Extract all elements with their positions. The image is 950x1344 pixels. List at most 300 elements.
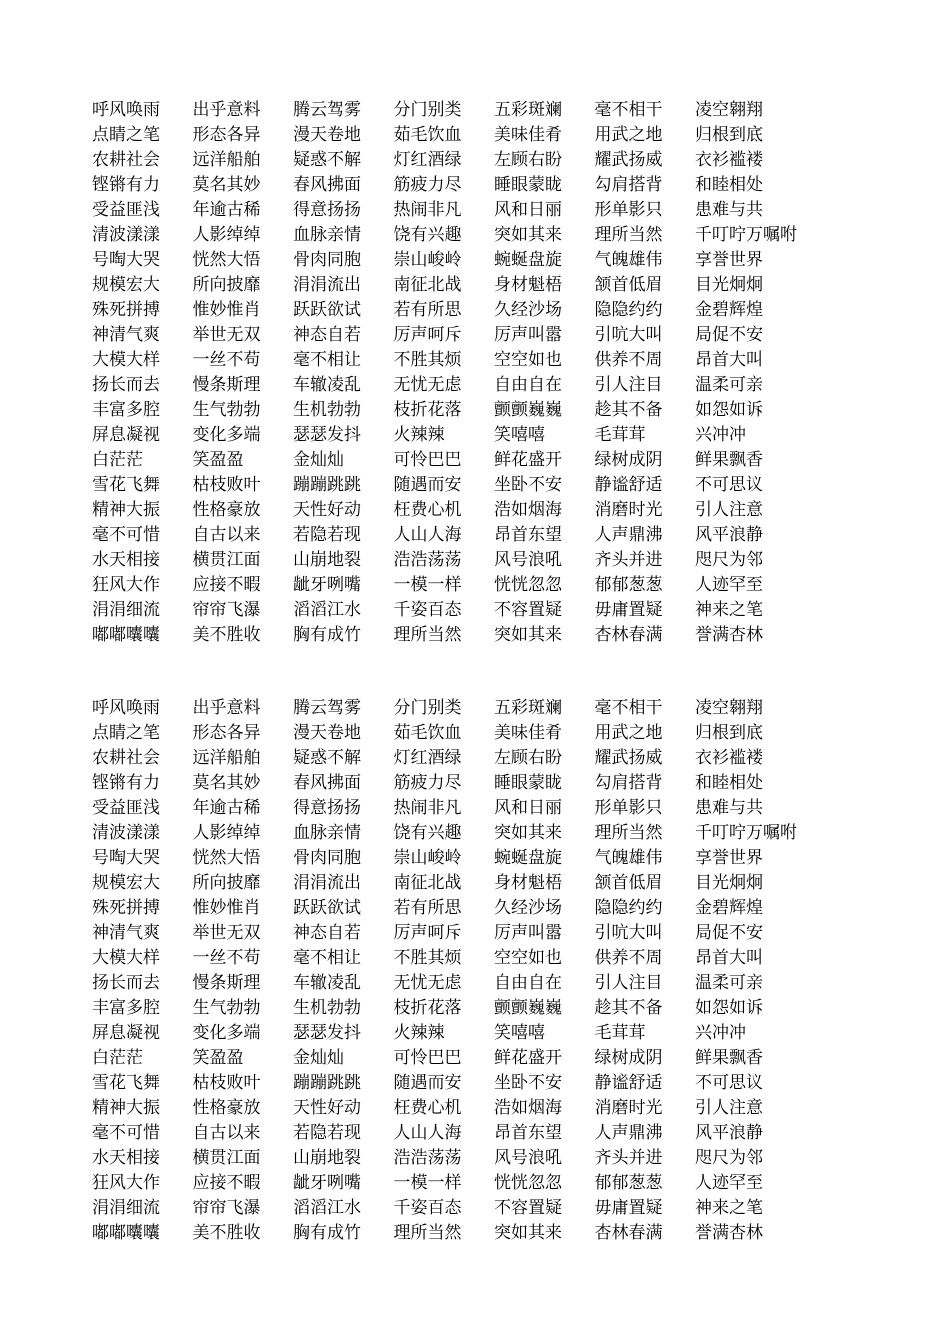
idiom-cell: 规模宏大 bbox=[92, 873, 160, 893]
idiom-cell: 人影绰绰 bbox=[192, 225, 261, 245]
idiom-cell: 自古以来 bbox=[192, 525, 261, 545]
idiom-row bbox=[92, 946, 872, 971]
idiom-cell: 丰富多腔 bbox=[92, 400, 160, 420]
idiom-cell: 恍恍忽忽 bbox=[494, 575, 562, 595]
idiom-table-2 bbox=[92, 696, 872, 1246]
idiom-cell: 人迹罕至 bbox=[695, 1173, 763, 1193]
idiom-cell: 帘帘飞瀑 bbox=[192, 1198, 261, 1218]
idiom-cell: 隐隐约约 bbox=[594, 898, 663, 918]
idiom-cell: 毫不相干 bbox=[594, 100, 663, 120]
idiom-cell: 颔首低眉 bbox=[594, 873, 663, 893]
idiom-cell: 鲜果飘香 bbox=[695, 1048, 763, 1068]
idiom-cell: 一丝不苟 bbox=[192, 948, 261, 968]
idiom-cell: 浩浩荡荡 bbox=[393, 1148, 462, 1168]
idiom-cell: 理所当然 bbox=[393, 1223, 462, 1243]
idiom-row bbox=[92, 1046, 872, 1071]
idiom-cell: 骨肉同胞 bbox=[293, 848, 361, 868]
idiom-cell: 风号浪吼 bbox=[494, 1148, 562, 1168]
idiom-cell: 颤颤巍巍 bbox=[494, 400, 562, 420]
idiom-cell: 毫不可惜 bbox=[92, 1123, 160, 1143]
idiom-row bbox=[92, 223, 872, 248]
idiom-cell: 远洋船舶 bbox=[192, 748, 261, 768]
idiom-cell: 漫天卷地 bbox=[293, 125, 361, 145]
idiom-cell: 春风拂面 bbox=[293, 773, 361, 793]
idiom-cell: 出乎意料 bbox=[192, 100, 261, 120]
idiom-cell: 享誉世界 bbox=[695, 250, 763, 270]
idiom-cell: 神清气爽 bbox=[92, 325, 160, 345]
idiom-cell: 枉费心机 bbox=[393, 500, 462, 520]
idiom-cell: 莫名其妙 bbox=[192, 773, 261, 793]
idiom-cell: 引吭大叫 bbox=[594, 923, 663, 943]
idiom-cell: 隐隐约约 bbox=[594, 300, 663, 320]
idiom-cell: 千姿百态 bbox=[393, 600, 462, 620]
idiom-cell: 趁其不备 bbox=[594, 998, 663, 1018]
idiom-cell: 若隐若现 bbox=[293, 1123, 361, 1143]
idiom-cell: 引人注意 bbox=[695, 500, 763, 520]
idiom-cell: 一模一样 bbox=[393, 575, 462, 595]
idiom-cell: 枯枝败叶 bbox=[192, 1073, 261, 1093]
idiom-cell: 南征北战 bbox=[393, 873, 462, 893]
idiom-cell: 人声鼎沸 bbox=[594, 525, 663, 545]
idiom-cell: 人迹罕至 bbox=[695, 575, 763, 595]
idiom-cell: 不胜其烦 bbox=[393, 350, 462, 370]
idiom-cell: 南征北战 bbox=[393, 275, 462, 295]
idiom-cell: 呼风唤雨 bbox=[92, 100, 160, 120]
idiom-cell: 如怨如诉 bbox=[695, 400, 763, 420]
idiom-cell: 消磨时光 bbox=[594, 1098, 663, 1118]
idiom-row bbox=[92, 248, 872, 273]
idiom-cell: 所向披靡 bbox=[192, 873, 261, 893]
idiom-row bbox=[92, 523, 872, 548]
idiom-cell: 形态各异 bbox=[192, 125, 261, 145]
idiom-cell: 火辣辣 bbox=[393, 1023, 445, 1043]
idiom-cell: 引吭大叫 bbox=[594, 325, 663, 345]
idiom-cell: 受益匪浅 bbox=[92, 200, 160, 220]
idiom-cell: 涓涓细流 bbox=[92, 600, 160, 620]
idiom-cell: 厉声呵斥 bbox=[393, 325, 462, 345]
idiom-cell: 得意扬扬 bbox=[293, 200, 361, 220]
idiom-cell: 蜿蜒盘旋 bbox=[494, 848, 562, 868]
idiom-cell: 腾云驾雾 bbox=[293, 100, 361, 120]
idiom-cell: 狂风大作 bbox=[92, 1173, 160, 1193]
idiom-cell: 蹦蹦跳跳 bbox=[293, 475, 361, 495]
idiom-cell: 如怨如诉 bbox=[695, 998, 763, 1018]
idiom-cell: 分门别类 bbox=[393, 698, 462, 718]
idiom-cell: 归根到底 bbox=[695, 723, 763, 743]
idiom-cell: 风平浪静 bbox=[695, 1123, 763, 1143]
idiom-cell: 金灿灿 bbox=[293, 450, 344, 470]
idiom-cell: 自由自在 bbox=[494, 973, 562, 993]
idiom-cell: 热闹非凡 bbox=[393, 200, 462, 220]
idiom-row bbox=[92, 1096, 872, 1121]
idiom-cell: 农耕社会 bbox=[92, 748, 160, 768]
idiom-cell: 恍然大悟 bbox=[192, 848, 261, 868]
idiom-cell: 水天相接 bbox=[92, 550, 160, 570]
idiom-cell: 勾肩搭背 bbox=[594, 175, 663, 195]
idiom-cell: 随遇而安 bbox=[393, 1073, 462, 1093]
idiom-cell: 枝折花落 bbox=[393, 400, 462, 420]
idiom-cell: 蹦蹦跳跳 bbox=[293, 1073, 361, 1093]
idiom-cell: 坐卧不安 bbox=[494, 1073, 562, 1093]
idiom-cell: 骨肉同胞 bbox=[293, 250, 361, 270]
idiom-cell: 誉满杏林 bbox=[695, 1223, 763, 1243]
idiom-cell: 筋疲力尽 bbox=[393, 175, 462, 195]
idiom-cell: 衣衫褴褛 bbox=[695, 748, 763, 768]
idiom-cell: 千叮咛万嘱咐 bbox=[695, 823, 797, 843]
idiom-cell: 厉声叫嚣 bbox=[494, 923, 562, 943]
idiom-cell: 胸有成竹 bbox=[293, 625, 361, 645]
idiom-cell: 年逾古稀 bbox=[192, 200, 261, 220]
idiom-row bbox=[92, 423, 872, 448]
idiom-cell: 和睦相处 bbox=[695, 773, 763, 793]
idiom-cell: 山崩地裂 bbox=[293, 1148, 361, 1168]
idiom-row bbox=[92, 996, 872, 1021]
idiom-cell: 疑惑不解 bbox=[293, 150, 361, 170]
idiom-cell: 浩如烟海 bbox=[494, 500, 562, 520]
idiom-cell: 神来之笔 bbox=[695, 1198, 763, 1218]
idiom-cell: 鲜花盛开 bbox=[494, 1048, 562, 1068]
idiom-cell: 大模大样 bbox=[92, 948, 160, 968]
idiom-cell: 惟妙惟肖 bbox=[192, 300, 261, 320]
idiom-cell: 饶有兴趣 bbox=[393, 823, 462, 843]
idiom-cell: 供养不周 bbox=[594, 350, 663, 370]
idiom-cell: 五彩斑斓 bbox=[494, 698, 562, 718]
idiom-cell: 性格豪放 bbox=[192, 500, 261, 520]
idiom-cell: 理所当然 bbox=[393, 625, 462, 645]
idiom-cell: 美不胜收 bbox=[192, 625, 261, 645]
idiom-cell: 白茫茫 bbox=[92, 450, 143, 470]
idiom-cell: 凌空翱翔 bbox=[695, 698, 763, 718]
idiom-cell: 和睦相处 bbox=[695, 175, 763, 195]
idiom-cell: 兴冲冲 bbox=[695, 425, 746, 445]
idiom-cell: 笑嘻嘻 bbox=[494, 425, 545, 445]
idiom-cell: 齐头并进 bbox=[594, 1148, 663, 1168]
idiom-cell: 无忧无虑 bbox=[393, 375, 462, 395]
idiom-cell: 变化多端 bbox=[192, 1023, 261, 1043]
idiom-cell: 笑盈盈 bbox=[192, 450, 244, 470]
idiom-cell: 归根到底 bbox=[695, 125, 763, 145]
idiom-cell: 龇牙咧嘴 bbox=[293, 1173, 361, 1193]
idiom-row bbox=[92, 746, 872, 771]
idiom-cell: 兴冲冲 bbox=[695, 1023, 746, 1043]
idiom-row bbox=[92, 1021, 872, 1046]
idiom-cell: 形态各异 bbox=[192, 723, 261, 743]
idiom-cell: 患难与共 bbox=[695, 798, 763, 818]
idiom-row bbox=[92, 971, 872, 996]
idiom-cell: 笑嘻嘻 bbox=[494, 1023, 545, 1043]
idiom-row bbox=[92, 721, 872, 746]
idiom-cell: 空空如也 bbox=[494, 350, 562, 370]
idiom-cell: 惟妙惟肖 bbox=[192, 898, 261, 918]
idiom-cell: 咫尺为邻 bbox=[695, 550, 763, 570]
idiom-cell: 崇山峻岭 bbox=[393, 848, 462, 868]
idiom-cell: 茹毛饮血 bbox=[393, 723, 462, 743]
idiom-cell: 毫不相让 bbox=[293, 948, 361, 968]
idiom-cell: 枉费心机 bbox=[393, 1098, 462, 1118]
idiom-row bbox=[92, 623, 872, 648]
idiom-cell: 扬长而去 bbox=[92, 375, 160, 395]
idiom-row bbox=[92, 1171, 872, 1196]
idiom-cell: 性格豪放 bbox=[192, 1098, 261, 1118]
idiom-cell: 水天相接 bbox=[92, 1148, 160, 1168]
idiom-cell: 枝折花落 bbox=[393, 998, 462, 1018]
idiom-row bbox=[92, 696, 872, 721]
idiom-row bbox=[92, 1146, 872, 1171]
idiom-cell: 应接不暇 bbox=[192, 1173, 261, 1193]
idiom-cell: 出乎意料 bbox=[192, 698, 261, 718]
idiom-cell: 胸有成竹 bbox=[293, 1223, 361, 1243]
idiom-cell: 扬长而去 bbox=[92, 973, 160, 993]
idiom-cell: 崇山峻岭 bbox=[393, 250, 462, 270]
idiom-cell: 耀武扬威 bbox=[594, 150, 663, 170]
idiom-cell: 千叮咛万嘱咐 bbox=[695, 225, 797, 245]
idiom-cell: 车辙凌乱 bbox=[293, 973, 361, 993]
idiom-cell: 自由自在 bbox=[494, 375, 562, 395]
idiom-row bbox=[92, 348, 872, 373]
idiom-cell: 清波漾漾 bbox=[92, 225, 160, 245]
idiom-cell: 火辣辣 bbox=[393, 425, 445, 445]
idiom-cell: 颔首低眉 bbox=[594, 275, 663, 295]
idiom-cell: 睡眼蒙眬 bbox=[494, 773, 562, 793]
idiom-cell: 金碧辉煌 bbox=[695, 300, 763, 320]
idiom-cell: 疑惑不解 bbox=[293, 748, 361, 768]
idiom-cell: 坐卧不安 bbox=[494, 475, 562, 495]
idiom-row bbox=[92, 796, 872, 821]
idiom-cell: 龇牙咧嘴 bbox=[293, 575, 361, 595]
idiom-cell: 郁郁葱葱 bbox=[594, 575, 663, 595]
idiom-cell: 左顾右盼 bbox=[494, 748, 562, 768]
idiom-cell: 金碧辉煌 bbox=[695, 898, 763, 918]
idiom-row bbox=[92, 896, 872, 921]
idiom-cell: 不容置疑 bbox=[494, 1198, 562, 1218]
idiom-cell: 帘帘飞瀑 bbox=[192, 600, 261, 620]
idiom-cell: 春风拂面 bbox=[293, 175, 361, 195]
idiom-cell: 神态自若 bbox=[293, 325, 361, 345]
idiom-cell: 毫不相干 bbox=[594, 698, 663, 718]
idiom-cell: 引人注意 bbox=[695, 1098, 763, 1118]
idiom-cell: 瑟瑟发抖 bbox=[293, 425, 361, 445]
idiom-cell: 嘟嘟囔囔 bbox=[92, 625, 160, 645]
idiom-cell: 丰富多腔 bbox=[92, 998, 160, 1018]
idiom-cell: 莫名其妙 bbox=[192, 175, 261, 195]
idiom-cell: 滔滔江水 bbox=[293, 1198, 361, 1218]
idiom-cell: 铿锵有力 bbox=[92, 773, 160, 793]
idiom-row bbox=[92, 821, 872, 846]
idiom-cell: 局促不安 bbox=[695, 923, 763, 943]
idiom-row bbox=[92, 398, 872, 423]
idiom-cell: 形单影只 bbox=[594, 798, 663, 818]
idiom-cell: 目光炯炯 bbox=[695, 275, 763, 295]
idiom-cell: 厉声呵斥 bbox=[393, 923, 462, 943]
idiom-row bbox=[92, 323, 872, 348]
idiom-cell: 车辙凌乱 bbox=[293, 375, 361, 395]
idiom-cell: 享誉世界 bbox=[695, 848, 763, 868]
idiom-cell: 慢条斯理 bbox=[192, 973, 261, 993]
idiom-cell: 生机勃勃 bbox=[293, 998, 361, 1018]
idiom-cell: 血脉亲情 bbox=[293, 823, 361, 843]
idiom-cell: 静谧舒适 bbox=[594, 1073, 663, 1093]
idiom-cell: 静谧舒适 bbox=[594, 475, 663, 495]
idiom-cell: 变化多端 bbox=[192, 425, 261, 445]
idiom-cell: 所向披靡 bbox=[192, 275, 261, 295]
idiom-cell: 毫不可惜 bbox=[92, 525, 160, 545]
idiom-cell: 不可思议 bbox=[695, 475, 763, 495]
idiom-cell: 千姿百态 bbox=[393, 1198, 462, 1218]
idiom-cell: 温柔可亲 bbox=[695, 375, 763, 395]
idiom-cell: 温柔可亲 bbox=[695, 973, 763, 993]
idiom-cell: 突如其来 bbox=[494, 823, 562, 843]
idiom-cell: 久经沙场 bbox=[494, 300, 562, 320]
idiom-row bbox=[92, 198, 872, 223]
idiom-cell: 左顾右盼 bbox=[494, 150, 562, 170]
idiom-cell: 慢条斯理 bbox=[192, 375, 261, 395]
idiom-cell: 点睛之笔 bbox=[92, 125, 160, 145]
idiom-cell: 笑盈盈 bbox=[192, 1048, 244, 1068]
idiom-cell: 形单影只 bbox=[594, 200, 663, 220]
idiom-cell: 突如其来 bbox=[494, 225, 562, 245]
idiom-cell: 毛茸茸 bbox=[594, 425, 646, 445]
idiom-cell: 美味佳肴 bbox=[494, 723, 562, 743]
idiom-cell: 精神大振 bbox=[92, 1098, 160, 1118]
idiom-row bbox=[92, 1221, 872, 1246]
idiom-row bbox=[92, 98, 872, 123]
idiom-row bbox=[92, 373, 872, 398]
idiom-cell: 横贯江面 bbox=[192, 550, 261, 570]
idiom-cell: 殊死拼搏 bbox=[92, 898, 160, 918]
idiom-row bbox=[92, 123, 872, 148]
idiom-cell: 风号浪吼 bbox=[494, 550, 562, 570]
idiom-cell: 规模宏大 bbox=[92, 275, 160, 295]
idiom-cell: 美不胜收 bbox=[192, 1223, 261, 1243]
idiom-cell: 风和日丽 bbox=[494, 200, 562, 220]
idiom-cell: 金灿灿 bbox=[293, 1048, 344, 1068]
idiom-cell: 天性好动 bbox=[293, 1098, 361, 1118]
idiom-cell: 枯枝败叶 bbox=[192, 475, 261, 495]
idiom-cell: 突如其来 bbox=[494, 625, 562, 645]
idiom-row bbox=[92, 771, 872, 796]
idiom-cell: 热闹非凡 bbox=[393, 798, 462, 818]
idiom-cell: 大模大样 bbox=[92, 350, 160, 370]
idiom-cell: 神态自若 bbox=[293, 923, 361, 943]
idiom-cell: 无忧无虑 bbox=[393, 973, 462, 993]
idiom-cell: 可怜巴巴 bbox=[393, 1048, 462, 1068]
idiom-cell: 五彩斑斓 bbox=[494, 100, 562, 120]
idiom-row bbox=[92, 871, 872, 896]
idiom-cell: 分门别类 bbox=[393, 100, 462, 120]
idiom-cell: 蜿蜒盘旋 bbox=[494, 250, 562, 270]
idiom-cell: 睡眼蒙眬 bbox=[494, 175, 562, 195]
idiom-cell: 引人注目 bbox=[594, 375, 663, 395]
idiom-row bbox=[92, 573, 872, 598]
idiom-cell: 涓涓细流 bbox=[92, 1198, 160, 1218]
idiom-cell: 人山人海 bbox=[393, 525, 462, 545]
idiom-cell: 气魄雄伟 bbox=[594, 848, 663, 868]
idiom-row bbox=[92, 298, 872, 323]
idiom-cell: 理所当然 bbox=[594, 225, 663, 245]
idiom-cell: 杏林春满 bbox=[594, 1223, 663, 1243]
idiom-cell: 杏林春满 bbox=[594, 625, 663, 645]
idiom-cell: 滔滔江水 bbox=[293, 600, 361, 620]
idiom-cell: 绿树成阴 bbox=[594, 1048, 663, 1068]
idiom-cell: 若有所思 bbox=[393, 300, 462, 320]
idiom-cell: 昂首东望 bbox=[494, 525, 562, 545]
idiom-cell: 风和日丽 bbox=[494, 798, 562, 818]
idiom-cell: 鲜果飘香 bbox=[695, 450, 763, 470]
idiom-cell: 横贯江面 bbox=[192, 1148, 261, 1168]
idiom-cell: 不胜其烦 bbox=[393, 948, 462, 968]
idiom-cell: 不容置疑 bbox=[494, 600, 562, 620]
idiom-cell: 应接不暇 bbox=[192, 575, 261, 595]
idiom-cell: 生气勃勃 bbox=[192, 400, 261, 420]
idiom-cell: 精神大振 bbox=[92, 500, 160, 520]
idiom-cell: 雪花飞舞 bbox=[92, 1073, 160, 1093]
idiom-cell: 可怜巴巴 bbox=[393, 450, 462, 470]
idiom-table-1 bbox=[92, 98, 872, 648]
idiom-cell: 咫尺为邻 bbox=[695, 1148, 763, 1168]
idiom-cell: 目光炯炯 bbox=[695, 873, 763, 893]
idiom-cell: 涓涓流出 bbox=[293, 873, 361, 893]
idiom-cell: 郁郁葱葱 bbox=[594, 1173, 663, 1193]
idiom-row bbox=[92, 548, 872, 573]
idiom-cell: 理所当然 bbox=[594, 823, 663, 843]
idiom-cell: 衣衫褴褛 bbox=[695, 150, 763, 170]
idiom-cell: 风平浪静 bbox=[695, 525, 763, 545]
idiom-row bbox=[92, 448, 872, 473]
idiom-cell: 患难与共 bbox=[695, 200, 763, 220]
idiom-row bbox=[92, 598, 872, 623]
idiom-row bbox=[92, 473, 872, 498]
idiom-row bbox=[92, 273, 872, 298]
idiom-cell: 狂风大作 bbox=[92, 575, 160, 595]
idiom-cell: 随遇而安 bbox=[393, 475, 462, 495]
idiom-cell: 白茫茫 bbox=[92, 1048, 143, 1068]
idiom-cell: 用武之地 bbox=[594, 125, 663, 145]
idiom-cell: 茹毛饮血 bbox=[393, 125, 462, 145]
idiom-cell: 血脉亲情 bbox=[293, 225, 361, 245]
idiom-cell: 清波漾漾 bbox=[92, 823, 160, 843]
idiom-cell: 屏息凝视 bbox=[92, 1023, 160, 1043]
idiom-cell: 受益匪浅 bbox=[92, 798, 160, 818]
idiom-cell: 神来之笔 bbox=[695, 600, 763, 620]
idiom-row bbox=[92, 173, 872, 198]
idiom-cell: 毛茸茸 bbox=[594, 1023, 646, 1043]
idiom-cell: 涓涓流出 bbox=[293, 275, 361, 295]
idiom-cell: 生气勃勃 bbox=[192, 998, 261, 1018]
idiom-cell: 齐头并进 bbox=[594, 550, 663, 570]
idiom-cell: 瑟瑟发抖 bbox=[293, 1023, 361, 1043]
idiom-cell: 趁其不备 bbox=[594, 400, 663, 420]
idiom-cell: 人影绰绰 bbox=[192, 823, 261, 843]
idiom-cell: 若有所思 bbox=[393, 898, 462, 918]
idiom-cell: 灯红酒绿 bbox=[393, 150, 462, 170]
idiom-cell: 凌空翱翔 bbox=[695, 100, 763, 120]
idiom-cell: 屏息凝视 bbox=[92, 425, 160, 445]
idiom-cell: 不可思议 bbox=[695, 1073, 763, 1093]
idiom-cell: 用武之地 bbox=[594, 723, 663, 743]
idiom-cell: 农耕社会 bbox=[92, 150, 160, 170]
idiom-row bbox=[92, 846, 872, 871]
idiom-cell: 天性好动 bbox=[293, 500, 361, 520]
idiom-cell: 鲜花盛开 bbox=[494, 450, 562, 470]
idiom-cell: 誉满杏林 bbox=[695, 625, 763, 645]
idiom-cell: 嘟嘟囔囔 bbox=[92, 1223, 160, 1243]
idiom-cell: 昂首大叫 bbox=[695, 350, 763, 370]
idiom-cell: 昂首大叫 bbox=[695, 948, 763, 968]
idiom-cell: 点睛之笔 bbox=[92, 723, 160, 743]
idiom-cell: 勾肩搭背 bbox=[594, 773, 663, 793]
idiom-cell: 浩如烟海 bbox=[494, 1098, 562, 1118]
idiom-cell: 筋疲力尽 bbox=[393, 773, 462, 793]
